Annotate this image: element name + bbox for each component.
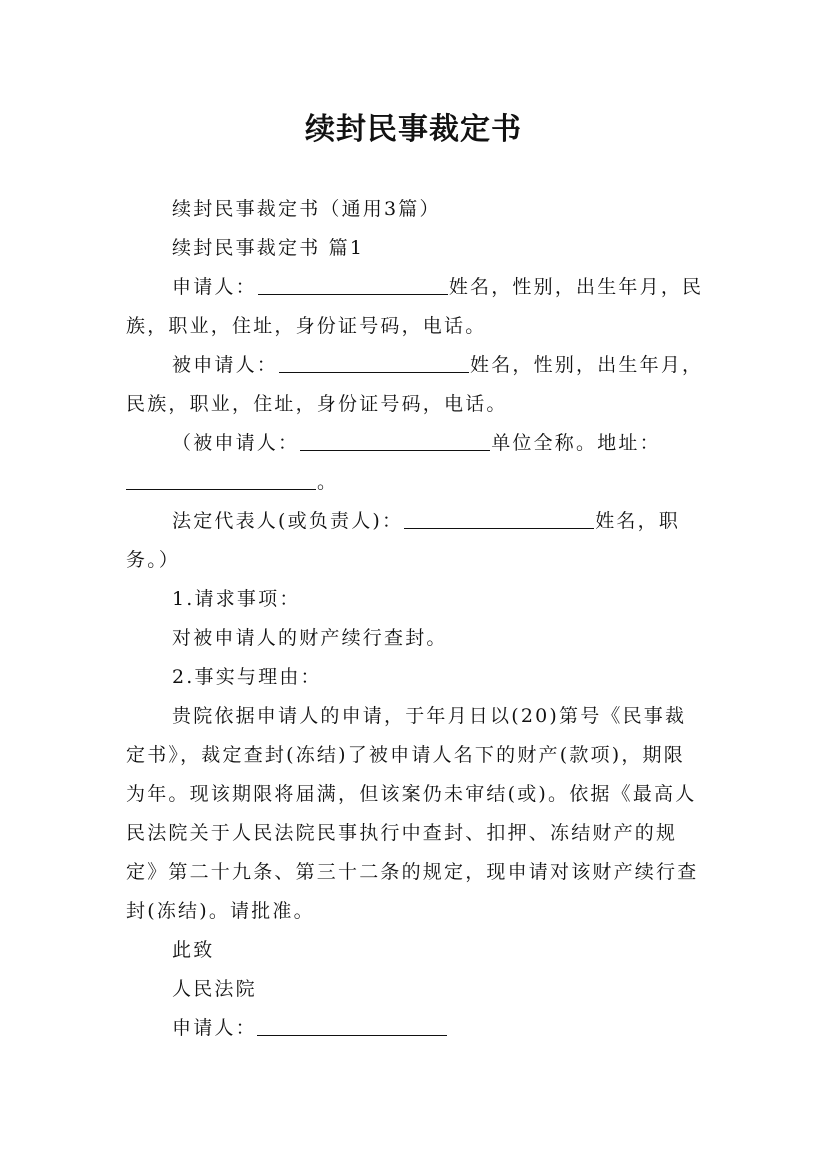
- applicant-blank: [258, 272, 448, 295]
- respondent-paragraph: [126, 346, 706, 424]
- document-body: [126, 190, 706, 1048]
- subtitle: 续封民事裁定书（通用3篇）: [172, 198, 441, 220]
- item1-text: 对被申请人的财产续行查封。: [172, 627, 448, 649]
- respondent-tail: 姓名，性别，出生年月，民族，职业，住址，身份证号码，电话。: [126, 354, 704, 415]
- respondent-org-paragraph: [126, 424, 706, 502]
- court-name: 人民法院: [172, 978, 257, 1000]
- respondent-label: 被申请人：: [172, 354, 279, 376]
- respondent-org-mid: 单位全称。地址：: [491, 432, 661, 454]
- respondent-org-blank: [300, 428, 490, 451]
- respondent-org-label: （被申请人：: [172, 432, 300, 454]
- legal-rep-blank: [404, 506, 594, 529]
- signature-blank: [257, 1013, 447, 1036]
- item1-heading: 1.请求事项：: [172, 588, 301, 610]
- item2-text: 贵院依据申请人的申请，于年月日以(20)第号《民事裁定书》，裁定查封(冻结)了被申请人名下的财产(款项)，期限为年。现该期限将届满，但该案仍未审结(或)。依据《最高人民法院关于人民法院民事执行中查封、扣押、冻结财产的规定》第二十九条、第三十二条的规定，现申请对该财产续行查封(冻结)。请批准。: [126, 705, 699, 922]
- respondent-blank: [279, 350, 469, 373]
- address-blank: [126, 467, 316, 490]
- item2-heading: 2.事实与理由：: [172, 666, 322, 688]
- applicant-paragraph: [126, 268, 706, 346]
- section-heading: 续封民事裁定书 篇1: [172, 237, 365, 259]
- legal-rep-label: 法定代表人(或负责人)：: [172, 510, 404, 532]
- signature-paragraph: [126, 1009, 706, 1048]
- closing: 此致: [172, 939, 215, 961]
- legal-rep-tail: 姓名，职务。）: [126, 510, 681, 571]
- applicant-tail: 姓名，性别，出生年月，民族，职业，住址，身份证号码，电话。: [126, 276, 704, 337]
- signature-label: 申请人：: [172, 1017, 257, 1039]
- legal-rep-paragraph: [126, 502, 706, 580]
- respondent-org-end: 。: [317, 471, 339, 493]
- document-title: 续封民事裁定书: [305, 112, 522, 147]
- applicant-label: 申请人：: [172, 276, 257, 298]
